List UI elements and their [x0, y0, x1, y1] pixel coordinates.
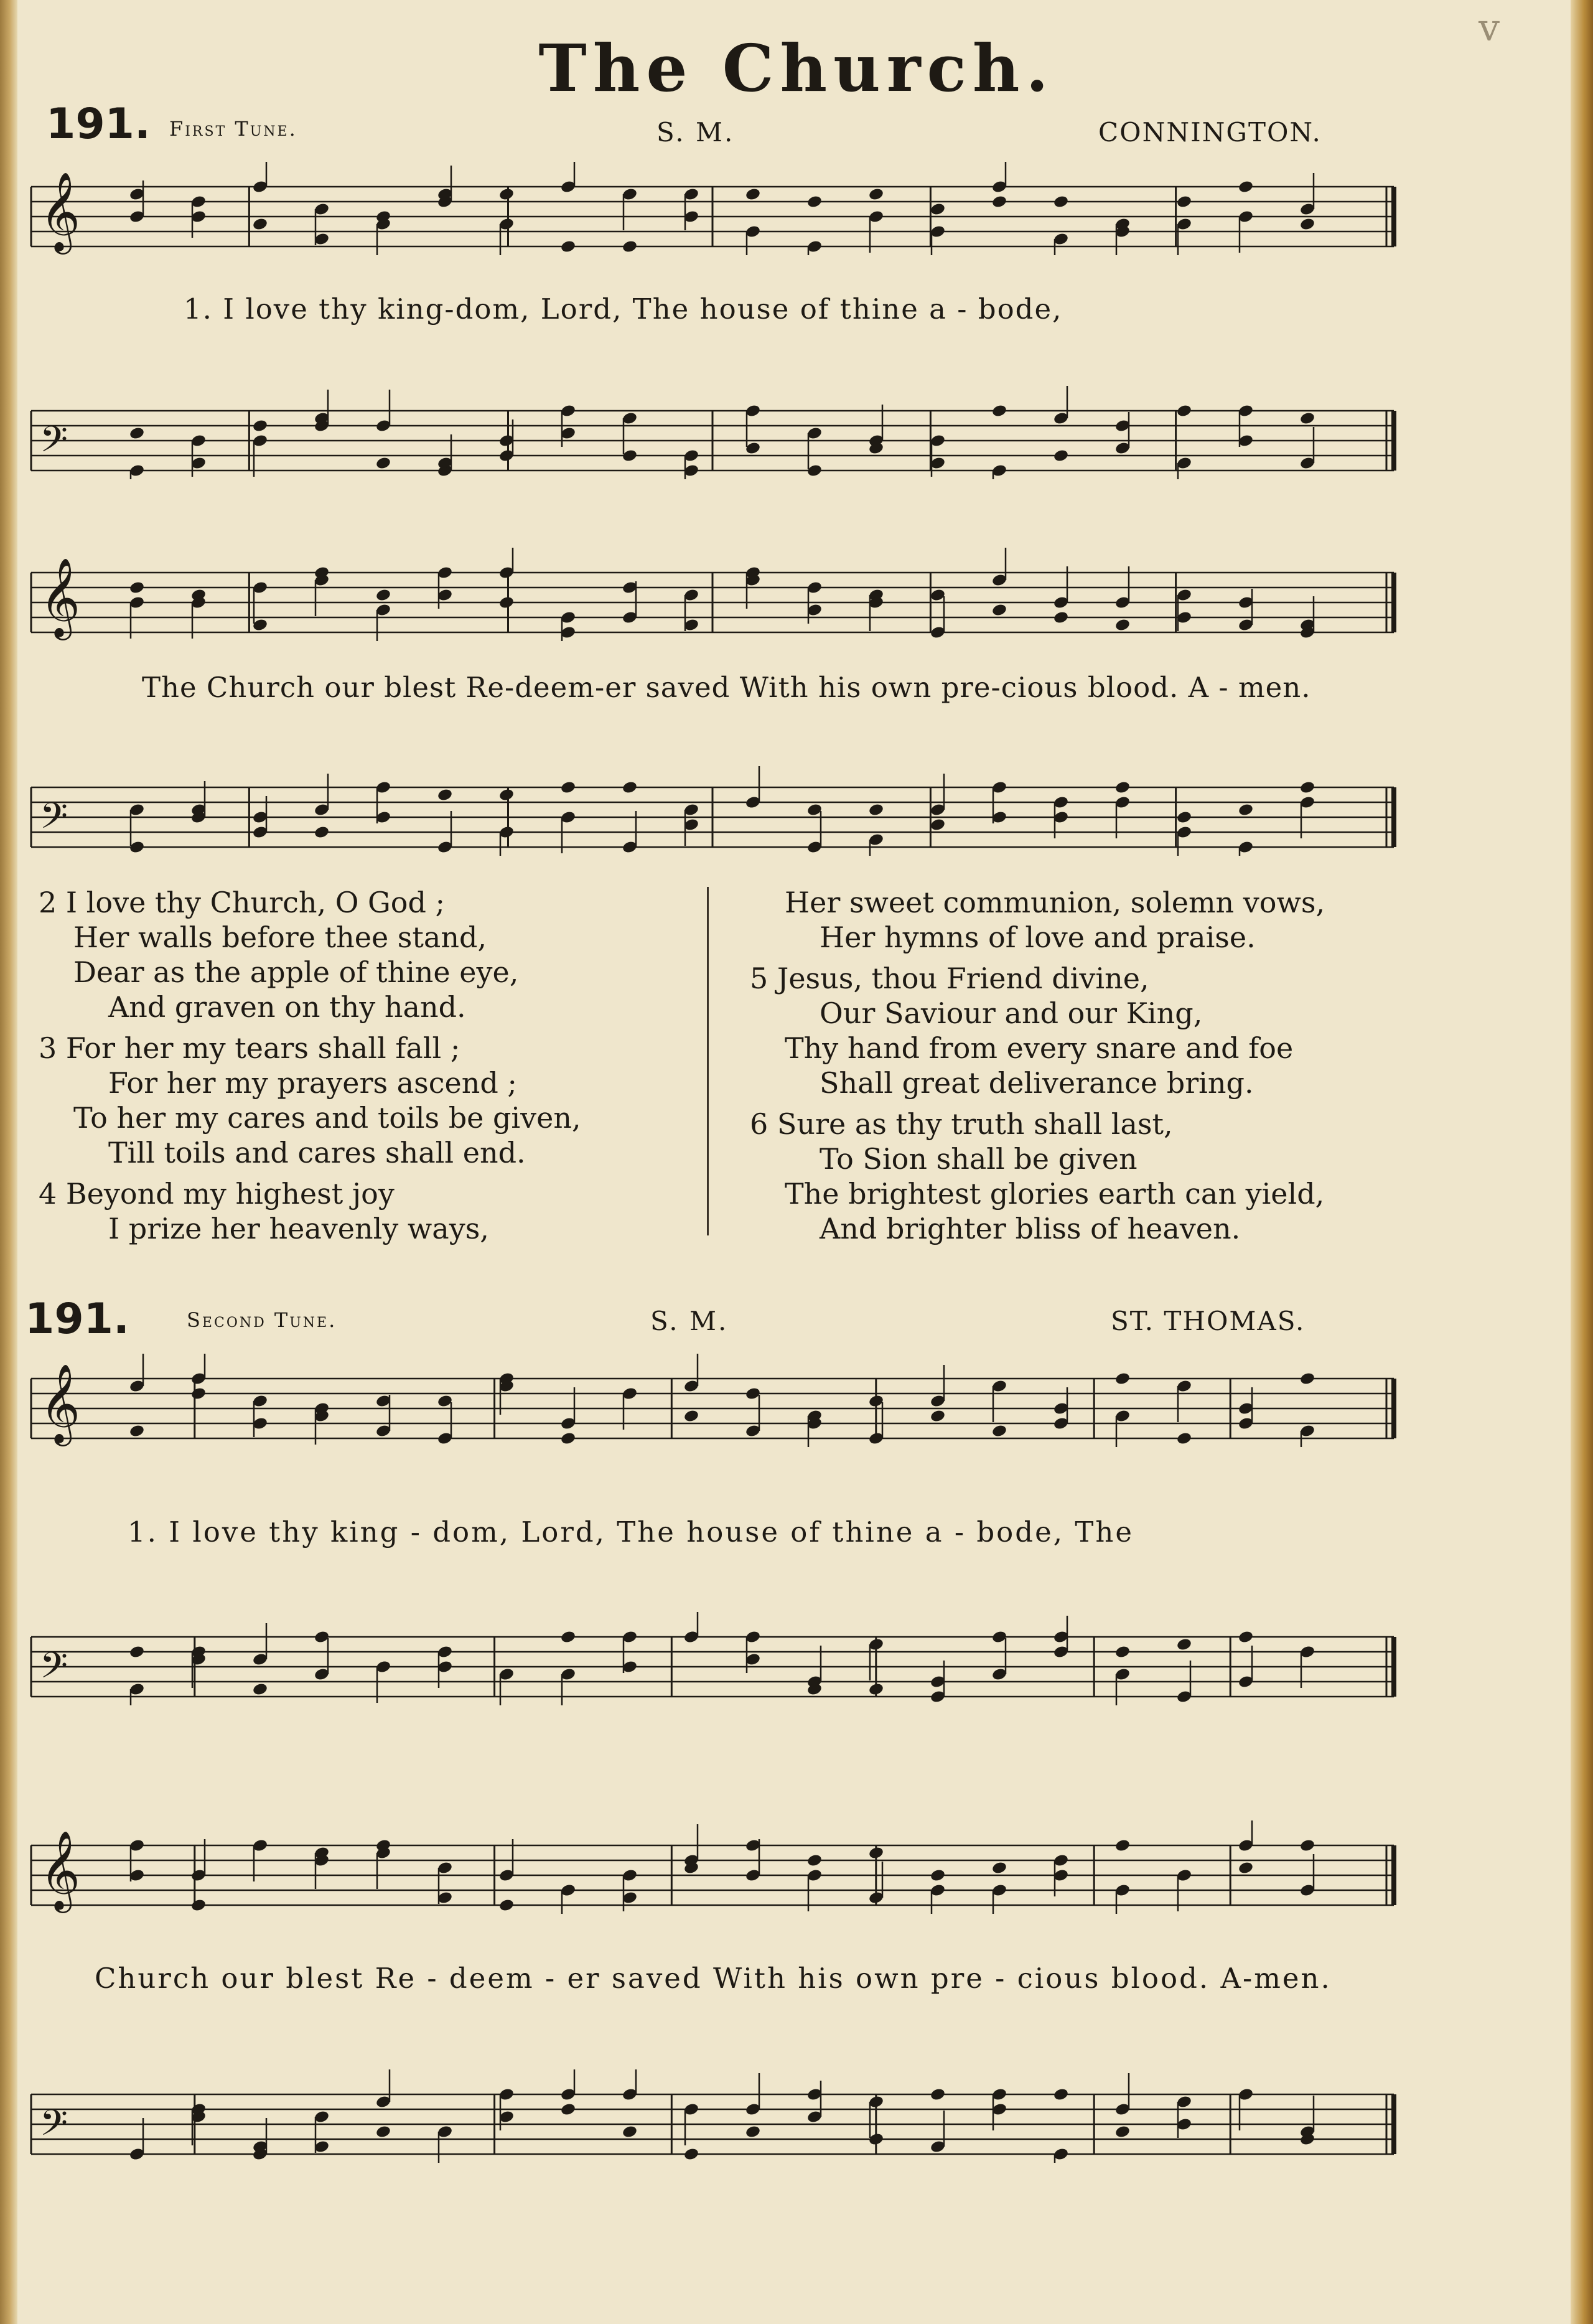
verse-line: And graven on thy hand. [108, 990, 466, 1024]
verse-line: I prize her heavenly ways, [108, 1212, 489, 1245]
verse-line: Her sweet communion, solemn vows, [785, 886, 1325, 919]
verses-right-column [750, 885, 1325, 1246]
verse-line: 4 Beyond my highest joy [39, 1177, 395, 1211]
verse-line: Her walls before thee stand, [73, 921, 487, 954]
corner-pencil-mark: v [1479, 6, 1500, 50]
column-divider [707, 887, 709, 1235]
book-binding-edge [0, 0, 17, 2324]
verse-line: And brighter bliss of heaven. [820, 1212, 1241, 1245]
bass-staff-system-1 [25, 386, 1406, 479]
tune-label: First Tune. [169, 117, 297, 141]
verse-line: 5 Jesus, thou Friend divine, [750, 962, 1149, 995]
verse-line: Thy hand from every snare and foe [785, 1031, 1294, 1065]
tune-name: CONNINGTON. [1098, 117, 1322, 148]
tune-label: Second Tune. [187, 1308, 337, 1332]
hymn-number: 191. [46, 100, 151, 149]
treble-staff-system-2 [25, 548, 1406, 641]
verse-line: Till toils and cares shall end. [108, 1136, 526, 1169]
svg-text:𝄞: 𝄞 [40, 1829, 81, 1909]
meter: S. M. [650, 1306, 729, 1336]
bass-staff-system-3 [25, 1612, 1406, 1705]
verse-line: Her hymns of love and praise. [820, 921, 1256, 954]
verse-line: 6 Sure as thy truth shall last, [750, 1107, 1173, 1141]
lyric-line: The Church our blest Re-deem-er saved With his own pre-cious blood. A - men. [142, 671, 1311, 704]
verse-line: For her my prayers ascend ; [108, 1066, 517, 1100]
verses-left-column [39, 885, 581, 1246]
verse-line: The brightest glories earth can yield, [785, 1177, 1325, 1211]
verse-line: To her my cares and toils be given, [73, 1101, 581, 1135]
meter: S. M. [656, 117, 735, 148]
lyric-line: 1. I love thy king-dom, Lord, The house of thine a - bode, [184, 293, 1063, 326]
svg-text:𝄞: 𝄞 [40, 1362, 81, 1443]
treble-staff-system-1 [25, 162, 1406, 255]
verse-line: 3 For her my tears shall fall ; [39, 1031, 460, 1065]
lyric-line: Church our blest Re - deem - er saved With his own pre - cious blood. A-men. [95, 1962, 1332, 1995]
treble-staff-system-4 [25, 1820, 1406, 1914]
svg-text:𝄢: 𝄢 [40, 418, 68, 469]
svg-text:𝄞: 𝄞 [40, 171, 81, 251]
svg-text:𝄢: 𝄢 [40, 794, 68, 846]
page-title: The Church. [538, 30, 1055, 106]
bass-staff-system-2 [25, 762, 1406, 856]
treble-staff-system-3 [25, 1354, 1406, 1447]
bass-staff-system-4 [25, 2069, 1406, 2163]
verse-line: Our Saviour and our King, [820, 996, 1203, 1030]
hymn-number: 191. [25, 1295, 129, 1344]
tune-name: ST. THOMAS. [1111, 1306, 1306, 1336]
verse-line: To Sion shall be given [820, 1142, 1138, 1176]
svg-text:𝄢: 𝄢 [40, 1644, 68, 1695]
verse-line: Shall great deliverance bring. [820, 1066, 1254, 1100]
svg-text:𝄞: 𝄞 [40, 556, 81, 637]
verse-line: 2 I love thy Church, O God ; [39, 886, 446, 919]
verse-line: Dear as the apple of thine eye, [73, 955, 519, 989]
lyric-line: 1. I love thy king - dom, Lord, The house of thine a - bode, The [128, 1516, 1134, 1549]
svg-text:𝄢: 𝄢 [40, 2101, 68, 2153]
page-edge [1571, 0, 1593, 2324]
